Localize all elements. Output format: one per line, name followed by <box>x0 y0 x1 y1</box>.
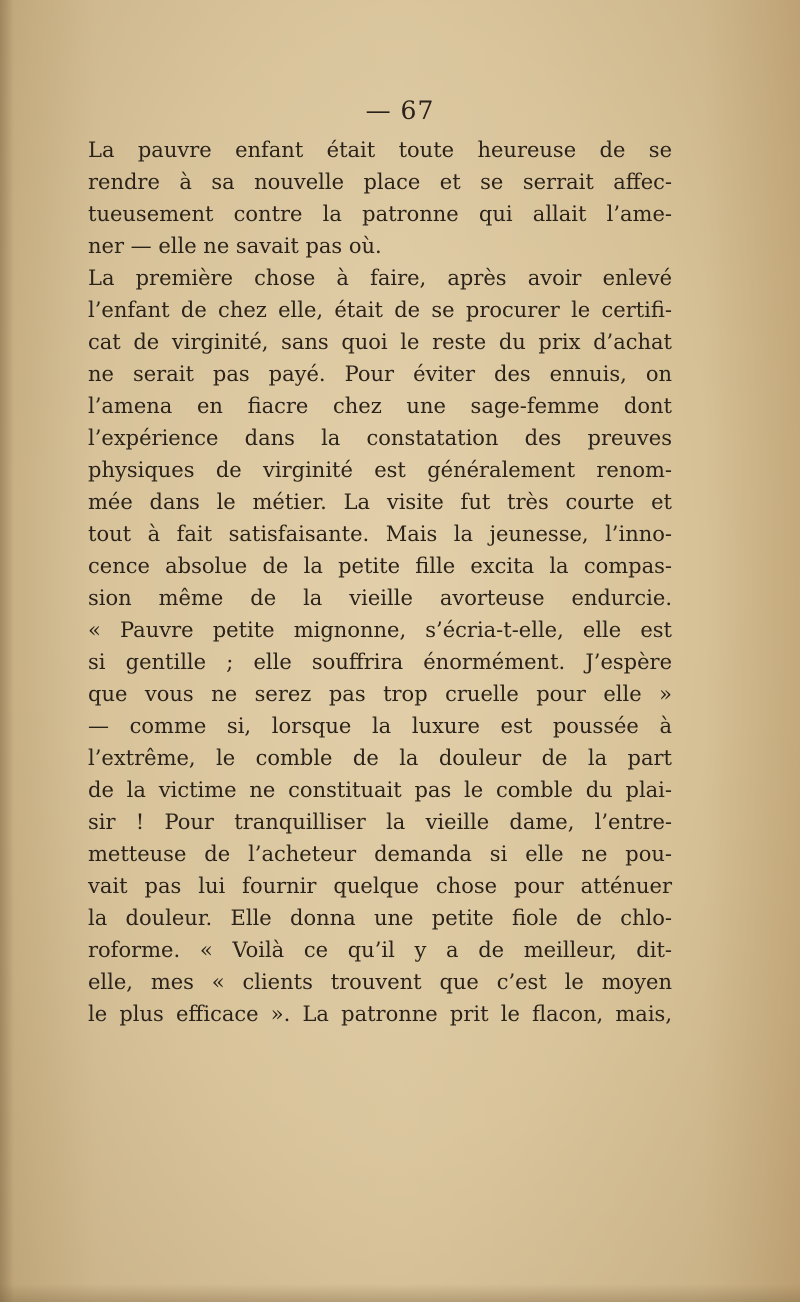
text-line: elle, mes « clients trouvent que c’est le moyen <box>88 970 672 994</box>
text-line: sir ! Pour tranquilliser la vieille dame, l’entre- <box>88 810 672 834</box>
text-line: mée dans le métier. La visite fut très courte et <box>88 490 672 514</box>
text-line: si gentille ; elle souffrira énormément. J’espère <box>88 650 672 674</box>
body-text <box>88 134 672 1030</box>
page-edge-shadow-left <box>0 0 14 1302</box>
text-line: « Pauvre petite mignonne, s’écria-t-elle, elle est <box>88 618 672 642</box>
text-line: l’enfant de chez elle, était de se procurer le certifi- <box>88 298 672 322</box>
text-line: La pauvre enfant était toute heureuse de se <box>88 138 672 162</box>
text-line: La première chose à faire, après avoir enlevé <box>88 266 672 290</box>
text-line: ne serait pas payé. Pour éviter des ennuis, on <box>88 362 672 386</box>
text-line: de la victime ne constituait pas le comble du plai- <box>88 778 672 802</box>
text-line: sion même de la vieille avorteuse endurcie. <box>88 586 672 610</box>
text-line: l’extrême, le comble de la douleur de la part <box>88 746 672 770</box>
text-line: tout à fait satisfaisante. Mais la jeunesse, l’inno- <box>88 522 672 546</box>
text-line: vait pas lui fournir quelque chose pour atténuer <box>88 874 672 898</box>
text-line: metteuse de l’acheteur demanda si elle ne pou- <box>88 842 672 866</box>
text-line: l’expérience dans la constatation des preuves <box>88 426 672 450</box>
text-line: physiques de virginité est généralement renom- <box>88 458 672 482</box>
text-line: cence absolue de la petite fille excita la compas- <box>88 554 672 578</box>
text-line: rendre à sa nouvelle place et se serrait affec- <box>88 170 672 194</box>
text-line: tueusement contre la patronne qui allait l’ame- <box>88 202 672 226</box>
text-line: — comme si, lorsque la luxure est poussée à <box>88 714 672 738</box>
text-line: l’amena en fiacre chez une sage-femme dont <box>88 394 672 418</box>
text-line: cat de virginité, sans quoi le reste du prix d’achat <box>88 330 672 354</box>
page-edge-shadow-bottom <box>0 1284 800 1302</box>
text-line: roforme. « Voilà ce qu’il y a de meilleur, dit- <box>88 938 672 962</box>
text-line: la douleur. Elle donna une petite fiole de chlo- <box>88 906 672 930</box>
page-number: — 67 <box>365 96 435 125</box>
text-line: que vous ne serez pas trop cruelle pour elle » <box>88 682 672 706</box>
text-line: le plus efficace ». La patronne prit le flacon, mais, <box>88 1002 672 1026</box>
text-line: ner — elle ne savait pas où. <box>88 234 382 258</box>
